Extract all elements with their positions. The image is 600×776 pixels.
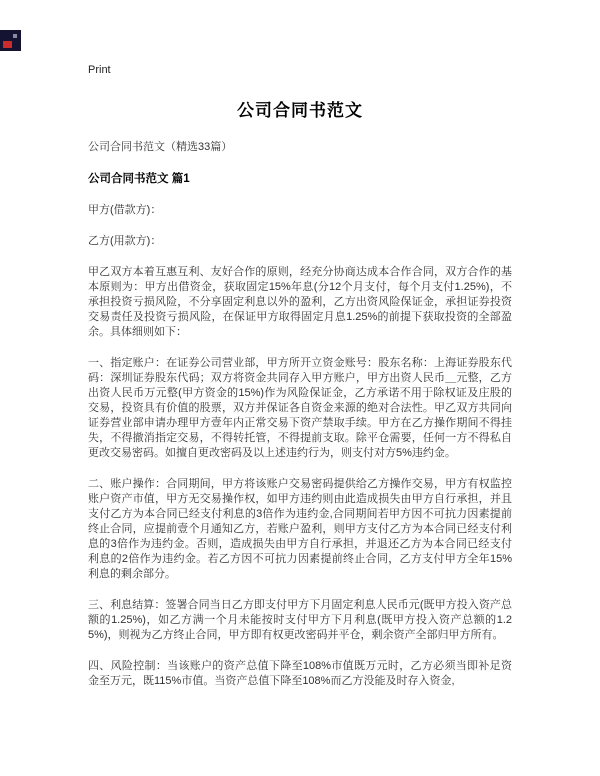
site-logo-icon[interactable] bbox=[0, 30, 21, 51]
party-b-line: 乙方(用款方)： bbox=[88, 235, 162, 247]
paragraph-clause-3-interest-settlement: 三、利息结算：签署合同当日乙方即支付甲方下月固定利息人民币元(既甲方投入资产总额的1.25%)，如乙方满一个月未能按时支付甲方下月利息(既甲方投入资产总额的1.25%)，则视为乙方终止合同，甲方即有权更改密码并平仓，剩余资产全部归甲方所有。 bbox=[88, 599, 512, 641]
paragraph-clause-1-designated-account: 一、指定账户：在证券公司营业部，甲方所开立资金账号：股东名称：上海证券股东代码：深圳证券股东代码；双方将资金共同存入甲方账户，甲方出资人民币＿元整，乙方出资人民币万元整(甲方资金的15%)作为风险保证金，乙方承诺不用于除权证及庄股的交易，投资具有价值的股票，双方并保证各自资金来源的绝对合法性。甲乙双方共同向证券营业部申请办理甲方壹年内正常交易下资产禁取手续。甲方在乙方操作期间不得挂失，不得撤消指定交易，不得转托管，不得提前支取。除平仓需要，任何一方不得私自更改交易密码。如擅自更改密码及以上述违约行为，则支付对方5%违约金。 bbox=[88, 357, 512, 459]
paragraph-clause-2-account-operation: 二、账户操作：合同期间，甲方将该账户交易密码提供给乙方操作交易，甲方有权监控账户资产市值，甲方无交易操作权，如甲方违约则由此造成损失由甲方自行承担，并且支付乙方为本合同已经支付利息的3倍作为违约金,合同期间若甲方因不可抗力因素提前终止合同，应提前壹个月通知乙方，若账户盈利，则甲方支付乙方为本合同已经支付利息的3倍作为违约金。否则，造成损失由甲方自行承担，并退还乙方为本合同已经支付利息的2倍作为违约金。若乙方因不可抗力因素提前终止合同，乙方支付甲方全年15%利息的剩余部分。 bbox=[88, 478, 512, 580]
paragraph-clause-4-risk-control: 四、风险控制：当该账户的资产总值下降至108%市值既万元时，乙方必须当即补足资金至万元，既115%市值。当资产总值下降至108%而乙方没能及时存入资金, bbox=[88, 660, 512, 687]
paragraph-intro: 甲乙双方本着互惠互利、友好合作的原则，经充分协商达成本合作合同，双方合作的基本原则为：甲方出借资金，获取固定15%年息(分12个月支付，每个月支付1.25%)，不承担投资亏损风险，不分享固定利息以外的盈利，乙方出资风险保证金，承担证券投资交易责任及投资亏损风险，在保证甲方取得固定月息1.25%的前提下获取投资的全部盈余。具体细则如下： bbox=[88, 266, 512, 338]
party-a-line: 甲方(借款方)： bbox=[88, 204, 162, 216]
logo-dot-shape bbox=[13, 34, 17, 38]
section-heading: 公司合同书范文 篇1 bbox=[88, 173, 190, 185]
print-button[interactable]: Print bbox=[88, 64, 111, 76]
article-title: 公司合同书范文 bbox=[237, 101, 363, 120]
logo-accent-shape bbox=[3, 41, 12, 48]
article-subtitle: 公司合同书范文（精选33篇） bbox=[88, 141, 233, 153]
